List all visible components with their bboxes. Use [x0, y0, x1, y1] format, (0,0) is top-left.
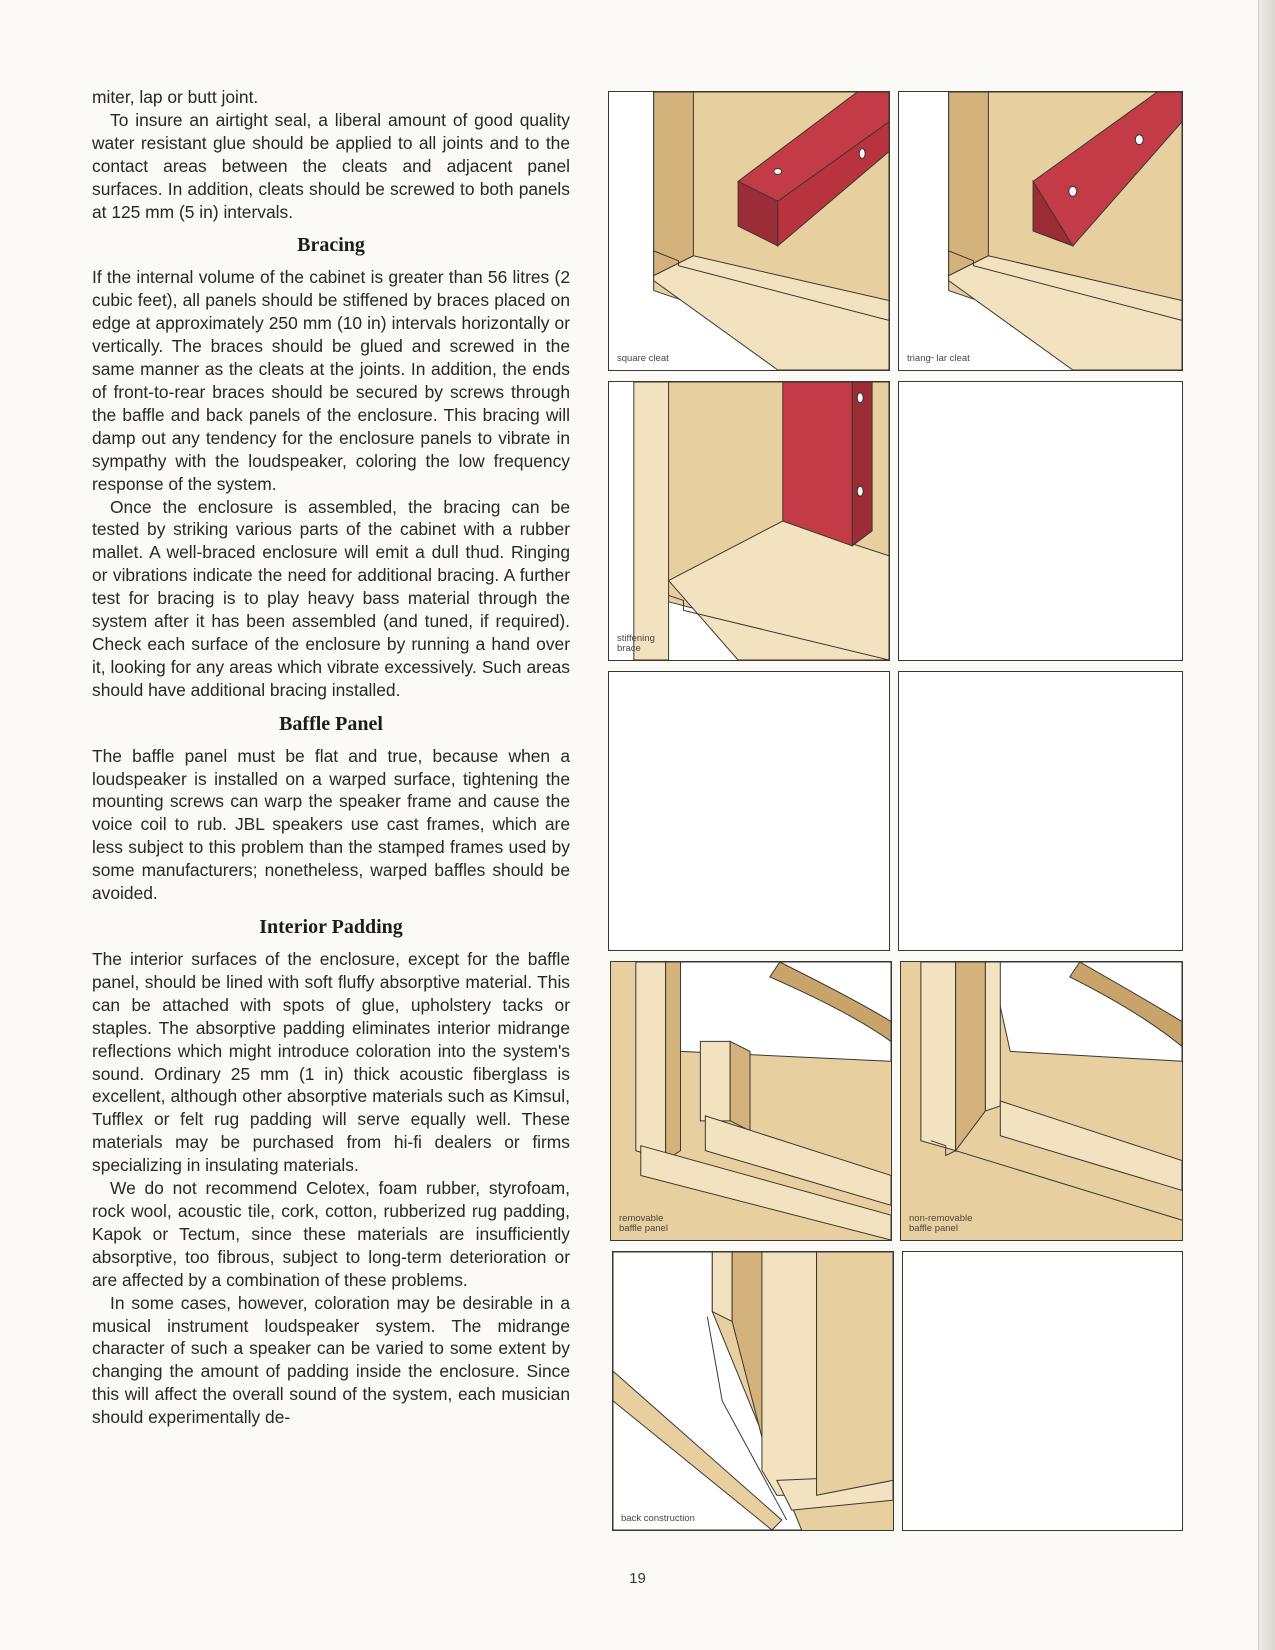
back-construction-illustration — [613, 1252, 893, 1530]
figure-blank-2 — [608, 671, 890, 951]
caption-stiffening-brace-line-1: stiffening — [617, 633, 655, 644]
heading-baffle-panel: Baffle Panel — [279, 712, 383, 735]
paragraph-padding-1: The interior surfaces of the enclosure, except for the baffle panel, should be lined with soft fluffy absorptive material. This can be attached with spots of glue, upholstery tacks or staples. The absorptive padding eliminates interior midrange reflections which might introduce coloration into the system's sound. Ordinary 25 mm (1 in) thick acoustic fiberglass is excellent, although other absorptive materials such as Kimsul, Tufflex or felt rug padding will serve equally well. These materials may be purchased from hi-fi dealers or firms specializing in insulating materials. — [92, 949, 570, 1176]
removable-baffle-illustration — [611, 962, 891, 1240]
figure-back-construction — [612, 1251, 894, 1531]
caption-removable-line-1: removable — [619, 1213, 664, 1224]
caption-non-removable-line-2: baffle panel — [909, 1223, 958, 1234]
figure-square-cleat — [608, 91, 890, 371]
caption-removable-baffle — [619, 1214, 668, 1234]
figure-blank-3 — [898, 671, 1183, 951]
caption-triangular-cleat: triang╴lar cleat — [907, 353, 970, 364]
caption-square-cleat: square cleat — [617, 353, 669, 364]
paragraph-bracing-2: Once the enclosure is assembled, the bracing can be tested by striking various parts of the cabinet with a rubber mallet. A well-braced enclosure will emit a dull thud. Ringing or vibrations indicate the need for additional bracing. A further test for bracing is to play heavy bass material through the system after it has been assembled (and tuned, if required). Check each surface of the enclosure by running a hand over it, looking for any areas which vibrate excessively. Such areas should have additional bracing installed. — [92, 496, 570, 700]
paragraph-padding-2: We do not recommend Celotex, foam rubber, styrofoam, rock wool, acoustic tile, cork, cotton, rubberized rug padding, Kapok or Tectum, since these materials are insufficiently absorptive, too fibrous, subject to long-term deterioration or are affected by a combination of these problems. — [92, 1178, 570, 1290]
caption-stiffening-brace-line-2: brace — [617, 643, 641, 654]
figure-stiffening-brace — [608, 381, 890, 661]
triangular-cleat-illustration — [899, 92, 1182, 370]
figure-blank-1 — [898, 381, 1183, 661]
figure-blank-4 — [902, 1251, 1183, 1531]
caption-stiffening-brace — [617, 634, 655, 654]
stiffening-brace-illustration — [609, 382, 889, 660]
caption-non-removable-baffle — [909, 1214, 972, 1234]
caption-non-removable-line-1: non-removable — [909, 1213, 973, 1224]
paragraph-intro-2: To insure an airtight seal, a liberal amount of good quality water resistant glue should be applied to all joints and to the contact areas between the cleats and adjacent panel surfaces. In addition, cleats should be screwed to both panels at 125 mm (5 in) intervals. — [92, 109, 570, 222]
paragraph-bracing-1: If the internal volume of the cabinet is greater than 56 litres (2 cubic feet), all panels should be stiffened by braces placed on edge at approximately 250 mm (10 in) intervals horizontally or vertically. The braces should be glued and screwed in the same manner as the cleats at the joints. In addition, the ends of front-to-rear braces should be secured by screws through the baffle and back panels of the enclosure. This bracing will damp out any tendency for the enclosure panels to vibrate in sympathy with the loudspeaker, coloring the low frequency response of the system. — [92, 267, 570, 494]
figure-removable-baffle — [610, 961, 892, 1241]
paragraph-intro-1: miter, lap or butt joint. — [92, 87, 259, 107]
paragraph-baffle: The baffle panel must be flat and true, because when a loudspeaker is installed on a warped surface, tightening the mounting screws can warp the speaker frame and cause the voice coil to rub. JBL speakers use cast frames, which are less subject to this problem than the stamped frames used by some manufacturers; nonetheless, warped baffles should be avoided. — [92, 745, 570, 904]
heading-bracing: Bracing — [297, 234, 365, 257]
text-column — [92, 86, 570, 1429]
caption-back-construction: back construction — [621, 1513, 695, 1524]
caption-removable-line-2: baffle panel — [619, 1223, 668, 1234]
heading-interior-padding: Interior Padding — [259, 916, 403, 938]
non-removable-baffle-illustration — [901, 962, 1182, 1240]
figure-triangular-cleat — [898, 91, 1183, 371]
page-number: 19 — [629, 1570, 646, 1587]
square-cleat-illustration — [609, 92, 889, 370]
page-edge — [1258, 0, 1275, 1650]
paragraph-padding-3: In some cases, however, coloration may be desirable in a musical instrument loudspeaker system. The midrange character of such a speaker can be varied to some extent by changing the amount of padding inside the enclosure. Since this will affect the overall sound of the system, each musician should experimentally de- — [92, 1292, 570, 1428]
figure-non-removable-baffle — [900, 961, 1183, 1241]
